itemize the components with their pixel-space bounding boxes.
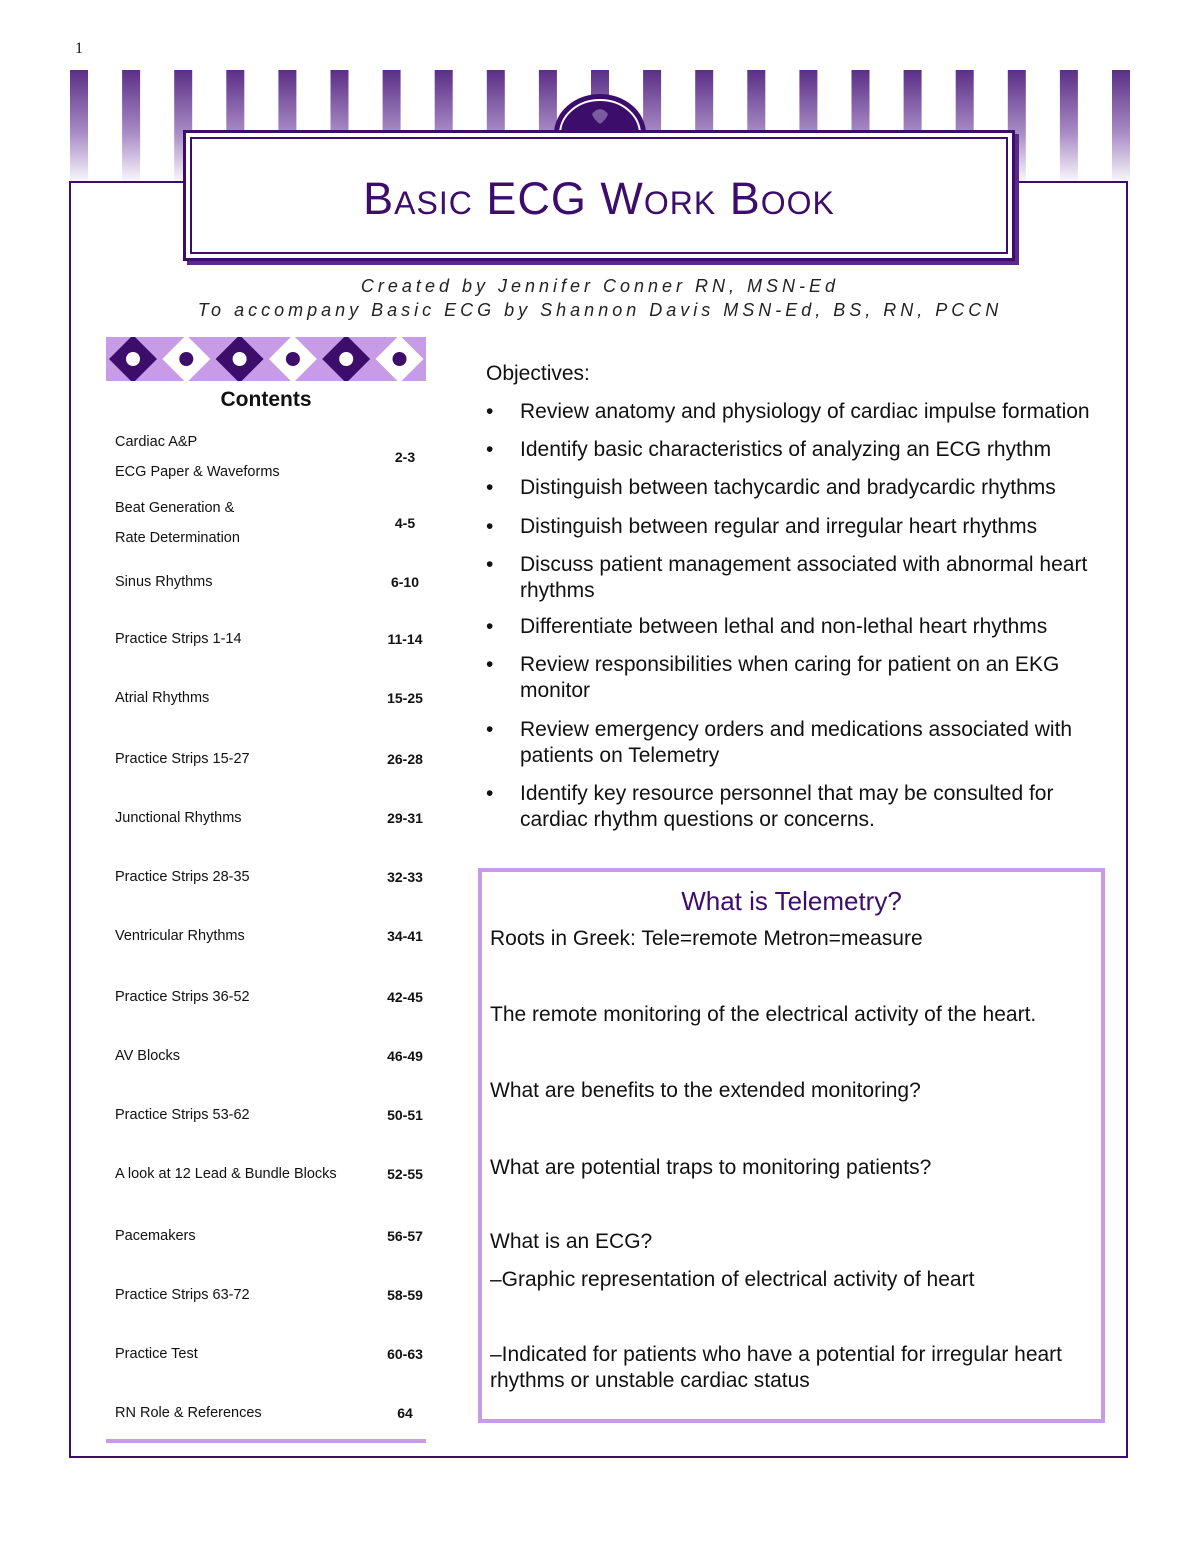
- objective-text: Discuss patient management associated with abnormal heart rhythms: [520, 553, 1088, 602]
- telemetry-line: –Graphic representation of electrical activity of heart: [490, 1268, 975, 1291]
- toc-label: Beat Generation &: [115, 500, 235, 516]
- toc-label: Practice Strips 28-35: [115, 869, 250, 885]
- title-box: [183, 130, 1015, 261]
- toc-page-range: 32-33: [387, 869, 423, 885]
- page-number: 1: [75, 40, 83, 57]
- toc-page-range: 50-51: [387, 1107, 423, 1123]
- bullet-icon: •: [486, 782, 494, 805]
- toc-label: Practice Test: [115, 1346, 198, 1362]
- bullet-icon: •: [486, 438, 494, 461]
- objective-text: Review responsibilities when caring for patient on an EKG monitor: [520, 653, 1060, 702]
- objective-text: Review anatomy and physiology of cardiac impulse formation: [520, 400, 1090, 423]
- toc-page-range: 15-25: [387, 690, 423, 706]
- telemetry-line: What are potential traps to monitoring patients?: [490, 1156, 932, 1179]
- diamond-band-decoration: [106, 337, 426, 381]
- telemetry-line: The remote monitoring of the electrical activity of the heart.: [490, 1003, 1037, 1026]
- toc-label-continued: Rate Determination: [115, 530, 240, 546]
- toc-page-range: 6-10: [390, 574, 420, 590]
- bullet-icon: •: [486, 615, 494, 638]
- frame-top-right: [1015, 181, 1128, 183]
- toc-page-range: 11-14: [387, 631, 423, 647]
- telemetry-line: What is an ECG?: [490, 1230, 653, 1253]
- objectives-heading: Objectives:: [486, 362, 590, 385]
- toc-label: Sinus Rhythms: [115, 574, 213, 590]
- toc-page-range: 29-31: [387, 810, 423, 826]
- objective-text: Differentiate between lethal and non-lethal heart rhythms: [520, 615, 1048, 638]
- diamond-dot: [179, 352, 193, 366]
- page-title: Basic ECG Work Book: [363, 173, 835, 224]
- telemetry-line: Roots in Greek: Tele=remote Metron=measure: [490, 927, 923, 950]
- credits-source: To accompany Basic ECG by Shannon Davis MSN-Ed, BS, RN, PCCN: [197, 300, 1003, 320]
- toc-label: Practice Strips 36-52: [115, 989, 250, 1005]
- objective-text: Identify key resource personnel that may be consulted for cardiac rhythm questions or concerns.: [520, 782, 1054, 831]
- toc-label: Atrial Rhythms: [115, 690, 210, 706]
- toc-label: Practice Strips 63-72: [115, 1287, 250, 1303]
- frame-top-left: [69, 181, 185, 183]
- toc-page-range: 42-45: [387, 989, 423, 1005]
- objective-text: Identify basic characteristics of analyzing an ECG rhythm: [520, 438, 1052, 461]
- toc-label: Cardiac A&P: [115, 434, 198, 450]
- bullet-icon: •: [486, 553, 494, 576]
- telemetry-line: What are benefits to the extended monitoring?: [490, 1079, 921, 1102]
- toc-label: Practice Strips 15-27: [115, 751, 250, 767]
- toc-page-range: 56-57: [387, 1228, 423, 1244]
- toc-label: Pacemakers: [115, 1228, 196, 1244]
- diamond-dot: [126, 352, 140, 366]
- toc-page-range: 58-59: [387, 1287, 423, 1303]
- toc-page-range: 34-41: [387, 928, 423, 944]
- stripe: [1112, 70, 1130, 185]
- bullet-icon: •: [486, 476, 494, 499]
- toc-page-range: 26-28: [387, 751, 423, 767]
- telemetry-box: [478, 868, 1105, 1423]
- diamond-dot: [393, 352, 407, 366]
- toc-label: RN Role & References: [115, 1405, 262, 1421]
- toc-label: Junctional Rhythms: [115, 810, 242, 826]
- objective-text: Distinguish between regular and irregular heart rhythms: [520, 515, 1038, 538]
- toc-label: Ventricular Rhythms: [115, 928, 245, 944]
- toc-label-continued: ECG Paper & Waveforms: [115, 464, 280, 480]
- stripe: [70, 70, 88, 185]
- diamond-dot: [233, 352, 247, 366]
- toc-page-range: 2-3: [394, 449, 416, 465]
- toc-label: Practice Strips 53-62: [115, 1107, 250, 1123]
- contents-heading: Contents: [220, 388, 312, 411]
- diamond-dot: [286, 352, 300, 366]
- toc-label: AV Blocks: [115, 1048, 181, 1064]
- toc-page-range: 46-49: [387, 1048, 423, 1064]
- objective-text: Distinguish between tachycardic and bradycardic rhythms: [520, 476, 1056, 499]
- toc-page-range: 64: [397, 1405, 413, 1421]
- stripe: [122, 70, 140, 185]
- stripe: [1060, 70, 1078, 185]
- bullet-icon: •: [486, 718, 494, 741]
- credits-author: Created by Jennifer Conner RN, MSN-Ed: [360, 276, 840, 296]
- telemetry-line: –Indicated for patients who have a potential for irregular heart rhythms or unstable cardiac status: [490, 1343, 1063, 1392]
- toc-label: A look at 12 Lead & Bundle Blocks: [115, 1166, 337, 1182]
- contents-divider: [106, 1439, 426, 1443]
- objective-text: Review emergency orders and medications associated with patients on Telemetry: [520, 718, 1073, 767]
- toc-page-range: 4-5: [394, 515, 416, 531]
- bullet-icon: •: [486, 515, 494, 538]
- bullet-icon: •: [486, 653, 494, 676]
- toc-label: Practice Strips 1-14: [115, 631, 242, 647]
- bullet-icon: •: [486, 400, 494, 423]
- toc-page-range: 60-63: [387, 1346, 423, 1362]
- diamond-dot: [339, 352, 353, 366]
- telemetry-heading: What is Telemetry?: [681, 886, 902, 916]
- toc-page-range: 52-55: [387, 1166, 423, 1182]
